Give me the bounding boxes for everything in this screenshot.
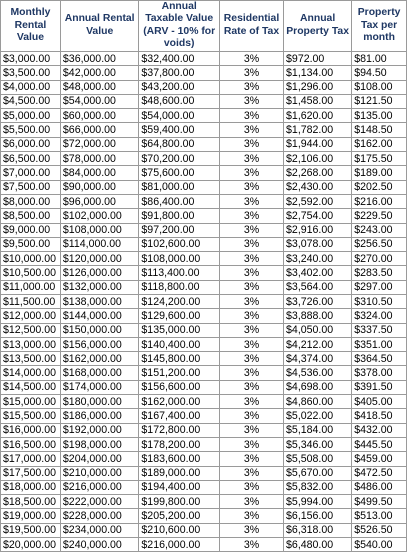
monthly-rental-value-cell: $10,500.00	[1, 266, 61, 280]
residential-rate-cell: 3%	[219, 94, 283, 108]
annual-rental-value-cell: $138,000.00	[60, 294, 139, 308]
property-tax-per-month-cell: $108.00	[352, 80, 407, 94]
annual-rental-value-cell: $132,000.00	[60, 280, 139, 294]
table-row	[1, 266, 407, 280]
residential-rate-cell: 3%	[219, 380, 283, 394]
residential-rate-cell: 3%	[219, 266, 283, 280]
monthly-rental-value-cell: $19,000.00	[1, 509, 61, 523]
annual-property-tax-cell: $3,726.00	[284, 294, 352, 308]
table-row	[1, 538, 407, 552]
table-row	[1, 209, 407, 223]
monthly-rental-value-cell: $3,500.00	[1, 66, 61, 80]
property-tax-per-month-cell: $499.50	[352, 495, 407, 509]
residential-rate-cell: 3%	[219, 538, 283, 552]
annual-property-tax-cell: $5,346.00	[284, 437, 352, 451]
annual-taxable-value-cell: $189,000.00	[139, 466, 220, 480]
annual-rental-value-cell: $240,000.00	[60, 538, 139, 552]
property-tax-per-month-cell: $256.50	[352, 237, 407, 251]
table-row	[1, 337, 407, 351]
residential-rate-cell: 3%	[219, 352, 283, 366]
monthly-rental-value-cell: $15,000.00	[1, 395, 61, 409]
residential-rate-cell: 3%	[219, 180, 283, 194]
residential-rate-cell: 3%	[219, 209, 283, 223]
property-tax-per-month-cell: $162.00	[352, 137, 407, 151]
table-body	[1, 51, 407, 551]
monthly-rental-value-cell: $7,000.00	[1, 166, 61, 180]
residential-rate-cell: 3%	[219, 523, 283, 537]
annual-rental-value-cell: $90,000.00	[60, 180, 139, 194]
monthly-rental-value-cell: $17,500.00	[1, 466, 61, 480]
annual-property-tax-cell: $5,022.00	[284, 409, 352, 423]
residential-rate-cell: 3%	[219, 80, 283, 94]
annual-taxable-value-cell: $151,200.00	[139, 366, 220, 380]
annual-taxable-value-cell: $205,200.00	[139, 509, 220, 523]
table-row	[1, 352, 407, 366]
property-tax-per-month-cell: $270.00	[352, 252, 407, 266]
annual-property-tax-cell: $3,078.00	[284, 237, 352, 251]
residential-rate-cell: 3%	[219, 480, 283, 494]
table-row	[1, 194, 407, 208]
residential-rate-cell: 3%	[219, 66, 283, 80]
annual-taxable-value-cell: $210,600.00	[139, 523, 220, 537]
annual-rental-value-cell: $84,000.00	[60, 166, 139, 180]
monthly-rental-value-cell: $5,500.00	[1, 123, 61, 137]
property-tax-per-month-cell: $445.50	[352, 437, 407, 451]
property-tax-per-month-cell: $202.50	[352, 180, 407, 194]
annual-taxable-value-cell: $70,200.00	[139, 152, 220, 166]
annual-rental-value-cell: $228,000.00	[60, 509, 139, 523]
property-tax-per-month-cell: $432.00	[352, 423, 407, 437]
property-tax-per-month-cell: $135.00	[352, 109, 407, 123]
annual-rental-value-cell: $120,000.00	[60, 252, 139, 266]
table-row	[1, 423, 407, 437]
table-row	[1, 466, 407, 480]
annual-rental-value-cell: $72,000.00	[60, 137, 139, 151]
monthly-rental-value-cell: $17,000.00	[1, 452, 61, 466]
annual-taxable-value-cell: $167,400.00	[139, 409, 220, 423]
annual-taxable-value-cell: $162,000.00	[139, 395, 220, 409]
annual-rental-value-cell: $36,000.00	[60, 51, 139, 65]
annual-rental-value-cell: $114,000.00	[60, 237, 139, 251]
annual-property-tax-cell: $4,698.00	[284, 380, 352, 394]
property-tax-per-month-cell: $526.50	[352, 523, 407, 537]
table-row	[1, 223, 407, 237]
annual-rental-value-cell: $102,000.00	[60, 209, 139, 223]
annual-rental-value-cell: $198,000.00	[60, 437, 139, 451]
annual-taxable-value-cell: $172,800.00	[139, 423, 220, 437]
annual-property-tax-cell: $5,184.00	[284, 423, 352, 437]
annual-taxable-value-cell: $43,200.00	[139, 80, 220, 94]
table-row	[1, 252, 407, 266]
annual-rental-value-cell: $126,000.00	[60, 266, 139, 280]
table-row	[1, 323, 407, 337]
annual-property-tax-cell: $6,480.00	[284, 538, 352, 552]
annual-taxable-value-cell: $194,400.00	[139, 480, 220, 494]
table-row	[1, 523, 407, 537]
annual-property-tax-cell: $6,318.00	[284, 523, 352, 537]
table-row	[1, 51, 407, 65]
annual-rental-value-cell: $78,000.00	[60, 152, 139, 166]
residential-rate-cell: 3%	[219, 166, 283, 180]
annual-property-tax-cell: $4,212.00	[284, 337, 352, 351]
annual-property-tax-cell: $1,458.00	[284, 94, 352, 108]
monthly-rental-value-cell: $12,500.00	[1, 323, 61, 337]
monthly-rental-value-cell: $9,000.00	[1, 223, 61, 237]
monthly-rental-value-cell: $18,500.00	[1, 495, 61, 509]
annual-rental-value-cell: $204,000.00	[60, 452, 139, 466]
annual-rental-value-cell: $156,000.00	[60, 337, 139, 351]
annual-rental-value-cell: $174,000.00	[60, 380, 139, 394]
annual-taxable-value-cell: $48,600.00	[139, 94, 220, 108]
monthly-rental-value-cell: $18,000.00	[1, 480, 61, 494]
property-tax-per-month-cell: $540.00	[352, 538, 407, 552]
annual-rental-value-cell: $48,000.00	[60, 80, 139, 94]
residential-rate-cell: 3%	[219, 466, 283, 480]
annual-taxable-value-cell: $216,000.00	[139, 538, 220, 552]
annual-property-tax-cell: $1,782.00	[284, 123, 352, 137]
table-row	[1, 166, 407, 180]
property-tax-per-month-cell: $391.50	[352, 380, 407, 394]
monthly-rental-value-cell: $11,500.00	[1, 294, 61, 308]
table-row	[1, 123, 407, 137]
monthly-rental-value-cell: $14,500.00	[1, 380, 61, 394]
annual-taxable-value-cell: $135,000.00	[139, 323, 220, 337]
property-tax-per-month-cell: $148.50	[352, 123, 407, 137]
annual-property-tax-cell: $2,754.00	[284, 209, 352, 223]
table-row	[1, 280, 407, 294]
property-tax-per-month-cell: $472.50	[352, 466, 407, 480]
residential-rate-cell: 3%	[219, 152, 283, 166]
monthly-rental-value-cell: $13,000.00	[1, 337, 61, 351]
annual-rental-value-cell: $168,000.00	[60, 366, 139, 380]
annual-property-tax-cell: $5,994.00	[284, 495, 352, 509]
property-tax-per-month-cell: $351.00	[352, 337, 407, 351]
header-monthly-rental-value: Monthly Rental Value	[1, 1, 61, 52]
annual-property-tax-cell: $2,268.00	[284, 166, 352, 180]
table-row	[1, 437, 407, 451]
header-annual-property-tax: Annual Property Tax	[284, 1, 352, 52]
monthly-rental-value-cell: $15,500.00	[1, 409, 61, 423]
annual-property-tax-cell: $6,156.00	[284, 509, 352, 523]
property-tax-per-month-cell: $216.00	[352, 194, 407, 208]
monthly-rental-value-cell: $8,000.00	[1, 194, 61, 208]
annual-taxable-value-cell: $156,600.00	[139, 380, 220, 394]
annual-property-tax-cell: $5,670.00	[284, 466, 352, 480]
property-tax-per-month-cell: $324.00	[352, 309, 407, 323]
annual-property-tax-cell: $4,536.00	[284, 366, 352, 380]
property-tax-per-month-cell: $175.50	[352, 152, 407, 166]
monthly-rental-value-cell: $13,500.00	[1, 352, 61, 366]
property-tax-per-month-cell: $243.00	[352, 223, 407, 237]
monthly-rental-value-cell: $9,500.00	[1, 237, 61, 251]
property-tax-per-month-cell: $405.00	[352, 395, 407, 409]
annual-rental-value-cell: $150,000.00	[60, 323, 139, 337]
monthly-rental-value-cell: $16,000.00	[1, 423, 61, 437]
residential-rate-cell: 3%	[219, 452, 283, 466]
residential-rate-cell: 3%	[219, 252, 283, 266]
table-row	[1, 409, 407, 423]
property-tax-per-month-cell: $513.00	[352, 509, 407, 523]
monthly-rental-value-cell: $3,000.00	[1, 51, 61, 65]
property-tax-per-month-cell: $378.00	[352, 366, 407, 380]
monthly-rental-value-cell: $6,000.00	[1, 137, 61, 151]
property-tax-per-month-cell: $337.50	[352, 323, 407, 337]
annual-property-tax-cell: $2,592.00	[284, 194, 352, 208]
residential-rate-cell: 3%	[219, 395, 283, 409]
annual-rental-value-cell: $186,000.00	[60, 409, 139, 423]
monthly-rental-value-cell: $6,500.00	[1, 152, 61, 166]
property-tax-per-month-cell: $229.50	[352, 209, 407, 223]
annual-property-tax-cell: $1,944.00	[284, 137, 352, 151]
annual-property-tax-cell: $1,296.00	[284, 80, 352, 94]
annual-property-tax-cell: $1,620.00	[284, 109, 352, 123]
annual-taxable-value-cell: $145,800.00	[139, 352, 220, 366]
annual-taxable-value-cell: $113,400.00	[139, 266, 220, 280]
annual-property-tax-cell: $972.00	[284, 51, 352, 65]
property-tax-per-month-cell: $94.50	[352, 66, 407, 80]
table-row	[1, 109, 407, 123]
table-row	[1, 237, 407, 251]
annual-property-tax-cell: $4,374.00	[284, 352, 352, 366]
residential-rate-cell: 3%	[219, 366, 283, 380]
property-tax-per-month-cell: $297.00	[352, 280, 407, 294]
annual-taxable-value-cell: $59,400.00	[139, 123, 220, 137]
property-tax-per-month-cell: $81.00	[352, 51, 407, 65]
monthly-rental-value-cell: $10,000.00	[1, 252, 61, 266]
residential-rate-cell: 3%	[219, 309, 283, 323]
annual-property-tax-cell: $3,240.00	[284, 252, 352, 266]
residential-rate-cell: 3%	[219, 194, 283, 208]
annual-taxable-value-cell: $91,800.00	[139, 209, 220, 223]
annual-rental-value-cell: $108,000.00	[60, 223, 139, 237]
property-tax-per-month-cell: $310.50	[352, 294, 407, 308]
property-tax-per-month-cell: $418.50	[352, 409, 407, 423]
residential-rate-cell: 3%	[219, 237, 283, 251]
residential-rate-cell: 3%	[219, 223, 283, 237]
table-row	[1, 452, 407, 466]
header-property-tax-per-month: Property Tax per month	[352, 1, 407, 52]
table-row	[1, 380, 407, 394]
header-row	[1, 1, 407, 52]
monthly-rental-value-cell: $4,000.00	[1, 80, 61, 94]
table-row	[1, 495, 407, 509]
residential-rate-cell: 3%	[219, 437, 283, 451]
table-row	[1, 152, 407, 166]
table-row	[1, 366, 407, 380]
residential-rate-cell: 3%	[219, 51, 283, 65]
annual-rental-value-cell: $222,000.00	[60, 495, 139, 509]
annual-property-tax-cell: $5,508.00	[284, 452, 352, 466]
annual-rental-value-cell: $96,000.00	[60, 194, 139, 208]
annual-rental-value-cell: $144,000.00	[60, 309, 139, 323]
monthly-rental-value-cell: $16,500.00	[1, 437, 61, 451]
annual-taxable-value-cell: $32,400.00	[139, 51, 220, 65]
annual-rental-value-cell: $54,000.00	[60, 94, 139, 108]
annual-property-tax-cell: $2,916.00	[284, 223, 352, 237]
table-row	[1, 94, 407, 108]
annual-taxable-value-cell: $140,400.00	[139, 337, 220, 351]
annual-taxable-value-cell: $75,600.00	[139, 166, 220, 180]
monthly-rental-value-cell: $7,500.00	[1, 180, 61, 194]
annual-rental-value-cell: $60,000.00	[60, 109, 139, 123]
residential-rate-cell: 3%	[219, 423, 283, 437]
residential-rate-cell: 3%	[219, 280, 283, 294]
monthly-rental-value-cell: $8,500.00	[1, 209, 61, 223]
annual-rental-value-cell: $192,000.00	[60, 423, 139, 437]
residential-rate-cell: 3%	[219, 137, 283, 151]
residential-rate-cell: 3%	[219, 123, 283, 137]
table-row	[1, 509, 407, 523]
table-row	[1, 137, 407, 151]
table-row	[1, 80, 407, 94]
residential-rate-cell: 3%	[219, 509, 283, 523]
annual-property-tax-cell: $3,402.00	[284, 266, 352, 280]
annual-taxable-value-cell: $54,000.00	[139, 109, 220, 123]
header-annual-taxable-value: Annual Taxable Value (ARV - 10% for voids)	[139, 1, 220, 52]
residential-rate-cell: 3%	[219, 294, 283, 308]
annual-property-tax-cell: $3,564.00	[284, 280, 352, 294]
annual-taxable-value-cell: $129,600.00	[139, 309, 220, 323]
monthly-rental-value-cell: $14,000.00	[1, 366, 61, 380]
residential-rate-cell: 3%	[219, 337, 283, 351]
monthly-rental-value-cell: $19,500.00	[1, 523, 61, 537]
residential-rate-cell: 3%	[219, 109, 283, 123]
annual-property-tax-cell: $4,860.00	[284, 395, 352, 409]
annual-taxable-value-cell: $86,400.00	[139, 194, 220, 208]
annual-property-tax-cell: $5,832.00	[284, 480, 352, 494]
residential-rate-cell: 3%	[219, 323, 283, 337]
property-tax-per-month-cell: $459.00	[352, 452, 407, 466]
header-residential-rate-of-tax: Residential Rate of Tax	[219, 1, 283, 52]
annual-rental-value-cell: $234,000.00	[60, 523, 139, 537]
annual-rental-value-cell: $162,000.00	[60, 352, 139, 366]
annual-property-tax-cell: $4,050.00	[284, 323, 352, 337]
property-tax-per-month-cell: $486.00	[352, 480, 407, 494]
monthly-rental-value-cell: $20,000.00	[1, 538, 61, 552]
table-row	[1, 294, 407, 308]
property-tax-per-month-cell: $189.00	[352, 166, 407, 180]
property-tax-per-month-cell: $121.50	[352, 94, 407, 108]
table-row	[1, 180, 407, 194]
annual-taxable-value-cell: $102,600.00	[139, 237, 220, 251]
monthly-rental-value-cell: $11,000.00	[1, 280, 61, 294]
annual-taxable-value-cell: $178,200.00	[139, 437, 220, 451]
annual-rental-value-cell: $42,000.00	[60, 66, 139, 80]
annual-taxable-value-cell: $183,600.00	[139, 452, 220, 466]
annual-taxable-value-cell: $37,800.00	[139, 66, 220, 80]
annual-property-tax-cell: $2,106.00	[284, 152, 352, 166]
annual-rental-value-cell: $180,000.00	[60, 395, 139, 409]
annual-taxable-value-cell: $199,800.00	[139, 495, 220, 509]
residential-rate-cell: 3%	[219, 495, 283, 509]
property-tax-per-month-cell: $283.50	[352, 266, 407, 280]
annual-taxable-value-cell: $108,000.00	[139, 252, 220, 266]
annual-rental-value-cell: $210,000.00	[60, 466, 139, 480]
table-row	[1, 66, 407, 80]
residential-rate-cell: 3%	[219, 409, 283, 423]
header-annual-rental-value: Annual Rental Value	[60, 1, 139, 52]
annual-property-tax-cell: $1,134.00	[284, 66, 352, 80]
annual-property-tax-cell: $2,430.00	[284, 180, 352, 194]
table-row	[1, 480, 407, 494]
table-row	[1, 395, 407, 409]
annual-taxable-value-cell: $118,800.00	[139, 280, 220, 294]
property-tax-per-month-cell: $364.50	[352, 352, 407, 366]
monthly-rental-value-cell: $12,000.00	[1, 309, 61, 323]
table-row	[1, 309, 407, 323]
annual-property-tax-cell: $3,888.00	[284, 309, 352, 323]
table-header	[1, 1, 407, 52]
annual-taxable-value-cell: $81,000.00	[139, 180, 220, 194]
monthly-rental-value-cell: $4,500.00	[1, 94, 61, 108]
annual-taxable-value-cell: $124,200.00	[139, 294, 220, 308]
annual-taxable-value-cell: $97,200.00	[139, 223, 220, 237]
annual-rental-value-cell: $66,000.00	[60, 123, 139, 137]
annual-rental-value-cell: $216,000.00	[60, 480, 139, 494]
annual-taxable-value-cell: $64,800.00	[139, 137, 220, 151]
monthly-rental-value-cell: $5,000.00	[1, 109, 61, 123]
